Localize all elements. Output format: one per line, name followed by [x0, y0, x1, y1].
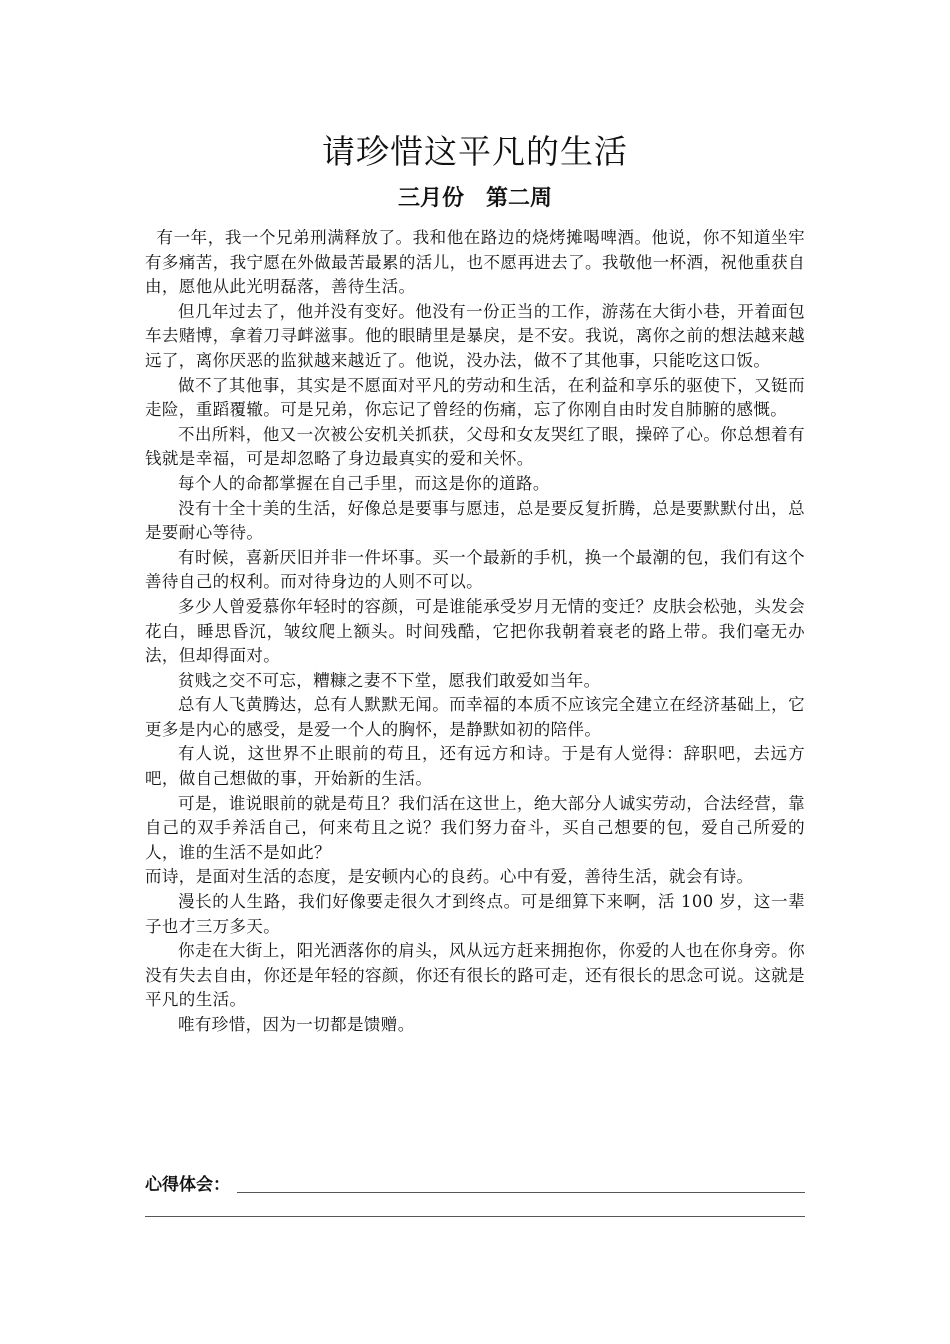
paragraph: 有一年，我一个兄弟刑满释放了。我和他在路边的烧烤摊喝啤酒。他说，你不知道坐牢有多痛苦，我宁愿在外做最苦最累的活儿，也不愿再进去了。我敬他一杯酒，祝他重获自由，愿他从此光明磊落，善待生活。: [145, 228, 805, 297]
paragraph: 多少人曾爱慕你年轻时的容颜，可是谁能承受岁月无情的变迁？皮肤会松弛，头发会花白，睡思昏沉，皱纹爬上额头。时间残酷，它把你我朝着衰老的路上带。我们毫无办法，但却得面对。: [145, 596, 805, 666]
reflection-write-line: [145, 1216, 805, 1217]
paragraph: 你走在大街上，阳光洒落你的肩头，风从远方赶来拥抱你，你爱的人也在你身旁。你没有失去自由，你还是年轻的容颜，你还有很长的路可走，还有很长的思念可说。这就是平凡的生活。: [145, 941, 805, 1010]
paragraph: 每个人的命都掌握在自己手里，而这是你的道路。: [178, 473, 550, 493]
reflection-write-line: [237, 1192, 805, 1193]
paragraph: 漫长的人生路，我们好像要走很久才到终点。可是细算下来啊，活 100 岁，这一辈子也才三万多天。: [145, 892, 805, 936]
paragraph: 唯有珍惜，因为一切都是馈赠。: [178, 1015, 415, 1034]
paragraph: 没有十全十美的生活，好像总是要事与愿违，总是要反复折腾，总是要默默付出，总是要耐心等待。: [145, 498, 805, 543]
paragraph: 有人说，这世界不止眼前的苟且，还有远方和诗。于是有人觉得：辞职吧，去远方吧，做自己想做的事，开始新的生活。: [145, 744, 805, 789]
reflection-section: [145, 1172, 805, 1202]
page-title: 请珍惜这平凡的生活: [322, 132, 628, 171]
page-subtitle: 三月份 第二周: [397, 186, 552, 211]
paragraph: 做不了其他事，其实是不愿面对平凡的劳动和生活，在利益和享乐的驱使下，又铤而走险，重蹈覆辙。可是兄弟，你忘记了曾经的伤痛，忘了你刚自由时发自肺腑的感慨。: [145, 375, 805, 420]
reflection-label: 心得体会：: [145, 1175, 230, 1195]
paragraph: 不出所料，他又一次被公安机关抓获，父母和女友哭红了眼，操碎了心。你总想着有钱就是幸福，可是却忽略了身边最真实的爱和关怀。: [145, 424, 805, 469]
paragraph: 有时候，喜新厌旧并非一件坏事。买一个最新的手机，换一个最潮的包，我们有这个善待自己的权利。而对待身边的人则不可以。: [145, 547, 805, 592]
paragraph: 可是，谁说眼前的就是苟且？我们活在这世上，绝大部分人诚实劳动，合法经营，靠自己的双手养活自己，何来苟且之说？我们努力奋斗，买自己想要的包，爱自己所爱的人，谁的生活不是如此？: [145, 793, 805, 862]
article-body: [145, 226, 805, 1038]
paragraph: 而诗，是面对生活的态度，是安顿内心的良药。心中有爱，善待生活，就会有诗。: [145, 867, 754, 887]
paragraph: 贫贱之交不可忘，糟糠之妻不下堂，愿我们敢爱如当年。: [178, 670, 601, 690]
paragraph: 但几年过去了，他并没有变好。他没有一份正当的工作，游荡在大街小巷，开着面包车去赌博，拿着刀寻衅滋事。他的眼睛里是暴戾，是不安。我说，离你之前的想法越来越远了，离你厌恶的监狱越来越近了。他说，没办法，做不了其他事，只能吃这口饭。: [145, 301, 805, 370]
paragraph: 总有人飞黄腾达，总有人默默无闻。而幸福的本质不应该完全建立在经济基础上，它更多是内心的感受，是爱一个人的胸怀，是静默如初的陪伴。: [145, 695, 805, 739]
